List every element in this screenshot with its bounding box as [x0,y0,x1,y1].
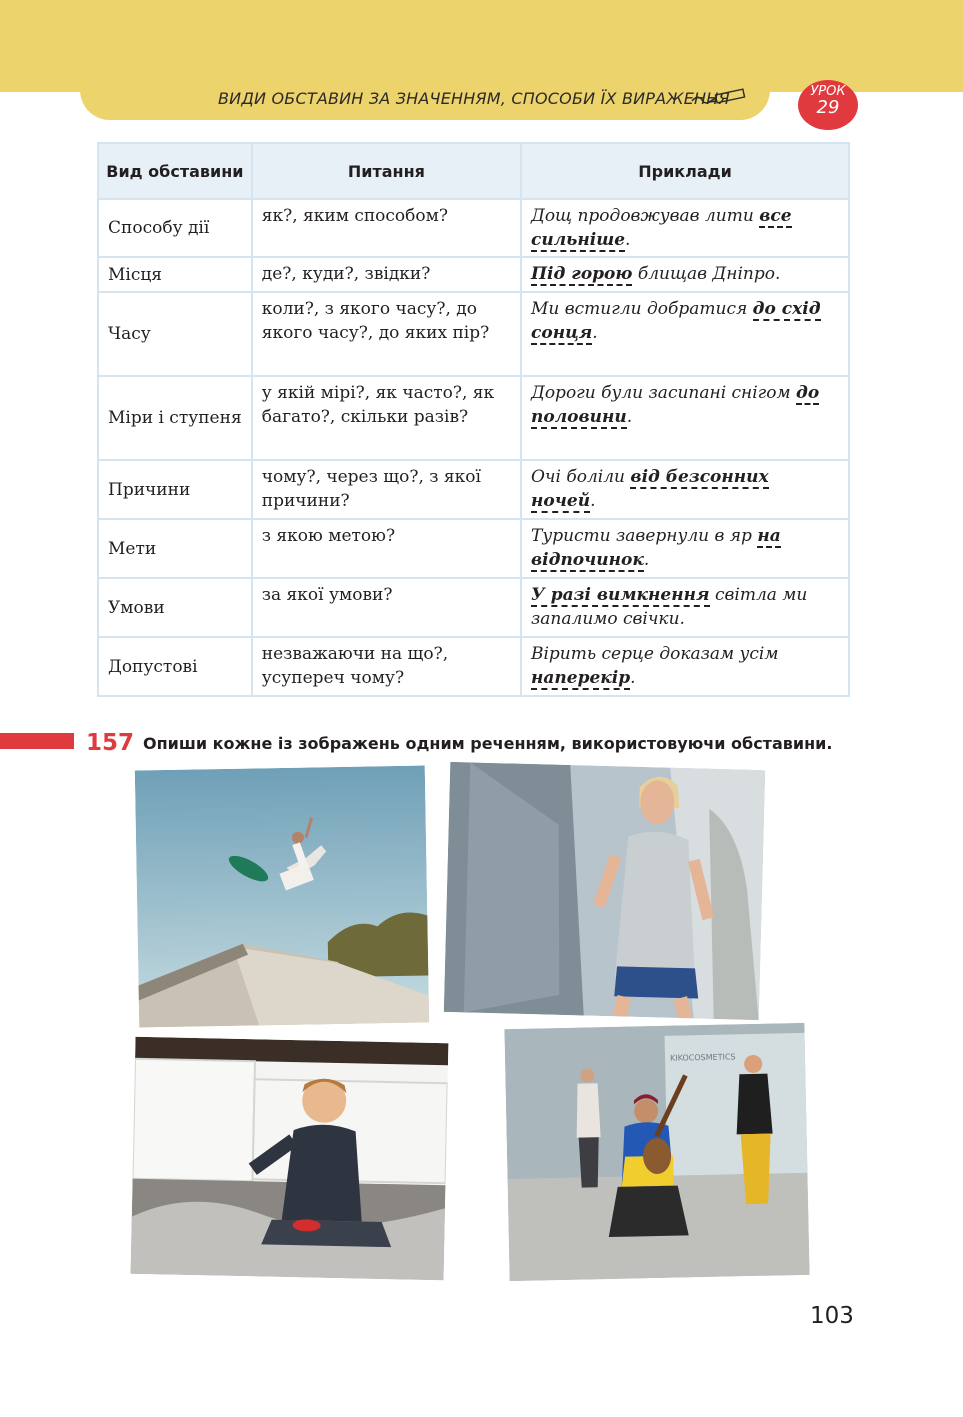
underlined-adverbial: наперекір [531,668,631,688]
example-cell: Очі боліли від безсонних ночей. [521,460,849,519]
table-row [98,199,849,257]
example-cell: У разі вимкнення світла ми запалимо свічки. [521,578,849,637]
lesson-badge [798,80,858,130]
table-row [98,460,849,519]
photo-skateboarder [135,765,429,1027]
column-header: Вид обставини [98,143,252,199]
question-cell: коли?, з якого часу?, до якого часу?, до яких пір? [252,292,521,376]
adverbials-table [97,142,850,697]
kind-cell: Допустові [98,637,252,696]
question-cell: де?, куди?, звідки? [252,257,521,292]
table-row [98,376,849,460]
kind-cell: Міри і ступеня [98,376,252,460]
underlined-adverbial: Під горою [531,264,633,284]
shop-sign: KIKOCOSMETICS [669,1052,736,1063]
example-cell: Дороги були засипані снігом до половини. [521,376,849,460]
kind-cell: Способу дії [98,199,252,257]
kind-cell: Часу [98,292,252,376]
column-header: Приклади [521,143,849,199]
column-header: Питання [252,143,521,199]
question-cell: чому?, через що?, з якої причини? [252,460,521,519]
kind-cell: Причини [98,460,252,519]
question-cell: у якій мірі?, як часто?, як багато?, скільки разів? [252,376,521,460]
photo-boy-kitchen [131,1037,449,1281]
underlined-adverbial: до половини [531,383,820,427]
table-row [98,637,849,696]
question-cell: незважаючи на що?, усупереч чому? [252,637,521,696]
exercise-number: 157 [86,730,135,756]
kind-cell: Мети [98,519,252,578]
photo-runner [444,762,765,1020]
example-cell: Дощ продовжував лити все сильніше. [521,199,849,257]
photo-street-musician [504,1023,809,1281]
lesson-number: 29 [816,97,840,118]
underlined-adverbial: від безсонних ночей [531,467,769,511]
pencil-icon [690,86,752,108]
table-row [98,292,849,376]
kind-cell: Умови [98,578,252,637]
page-number: 103 [810,1303,854,1329]
question-cell: за якої умови? [252,578,521,637]
table-header-row [98,143,849,199]
underlined-adverbial: до схід сонця [531,299,821,343]
kind-cell: Місця [98,257,252,292]
example-cell: Ми встигли добратися до схід сонця. [521,292,849,376]
example-cell: Під горою блищав Дніпро. [521,257,849,292]
table-row [98,257,849,292]
exercise-marker [0,733,74,749]
table-row [98,519,849,578]
underlined-adverbial: У разі вимкнення [531,585,710,605]
exercise-task: Опиши кожне із зображень одним реченням, використовуючи обставини. [143,734,833,753]
example-cell: Туристи завернули в яр на відпочинок. [521,519,849,578]
example-cell: Вірить серце доказам усім наперекір. [521,637,849,696]
lesson-label: УРОК [810,84,846,99]
table-row [98,578,849,637]
question-cell: як?, яким способом? [252,199,521,257]
underlined-adverbial: все сильніше [531,206,792,250]
page-title: ВИДИ ОБСТАВИН ЗА ЗНАЧЕННЯМ, СПОСОБИ ЇХ ВИРАЖЕННЯ [218,89,730,108]
question-cell: з якою метою? [252,519,521,578]
underlined-adverbial: на відпочинок [531,526,781,570]
